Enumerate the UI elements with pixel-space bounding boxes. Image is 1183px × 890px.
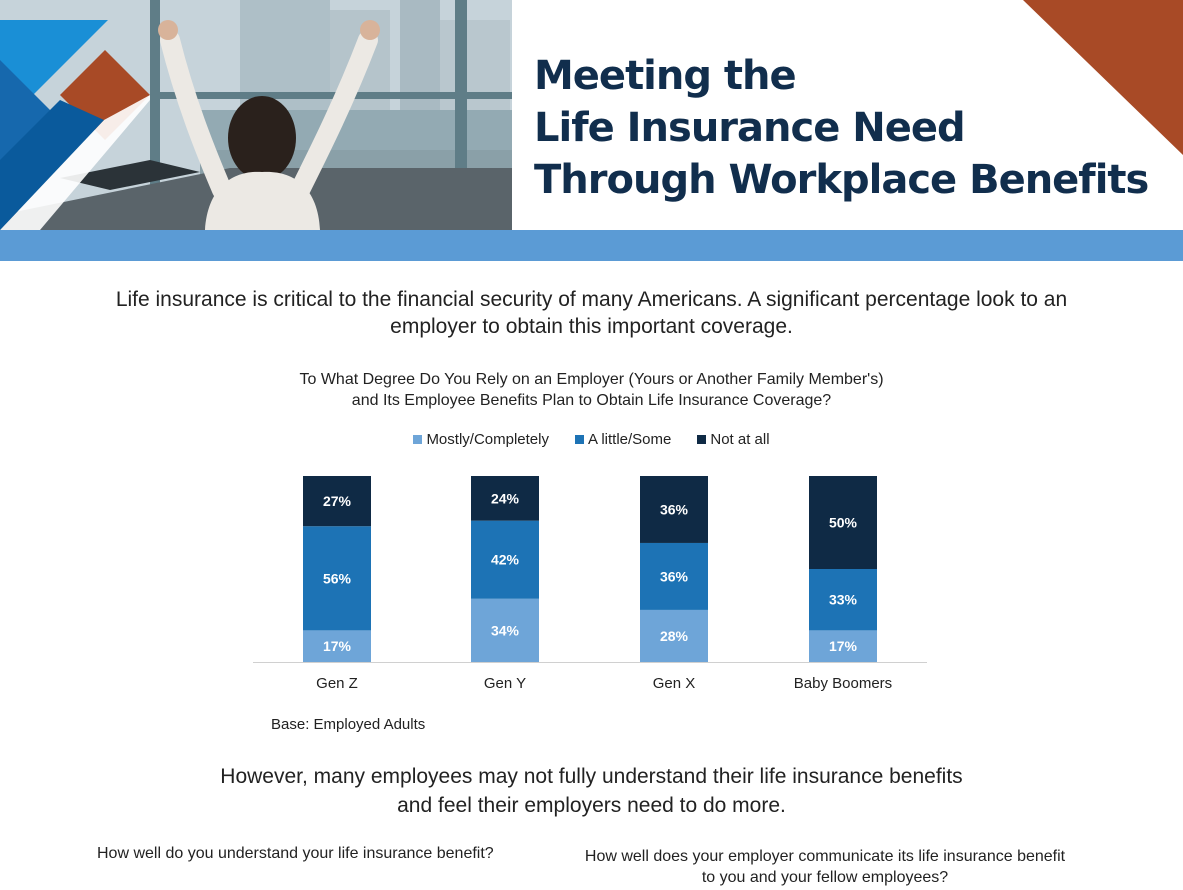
stacked-bar-chart (0, 460, 1183, 700)
question-communicate (560, 846, 1090, 888)
title-line-1: Meeting the (534, 53, 796, 99)
outro-paragraph (80, 762, 1103, 820)
chart-legend (300, 431, 883, 448)
legend-swatch-little (575, 435, 584, 444)
bar-data-label: 36% (659, 501, 689, 518)
chart-title-line-2: and Its Employee Benefits Plan to Obtain Life Insurance Coverage? (351, 392, 832, 409)
legend-item-little (575, 431, 671, 448)
question-understand: How well do you understand your life insurance benefit? (97, 845, 494, 862)
page-title (534, 50, 1148, 206)
hero-photo-illustration (0, 0, 512, 230)
title-line-2: Life Insurance Need (534, 105, 965, 151)
bar-data-label: 17% (828, 638, 858, 655)
x-tick-label: Gen Y (483, 675, 527, 692)
bar-data-label: 17% (322, 638, 352, 655)
header-banner (0, 0, 1183, 262)
x-tick-label: Baby Boomers (793, 675, 893, 692)
bar-data-label: 42% (490, 551, 520, 568)
x-tick-label: Gen X (652, 675, 696, 692)
legend-label-little: A little/Some (587, 431, 672, 448)
legend-swatch-none (697, 435, 706, 444)
intro-paragraph: Life insurance is critical to the financial security of many Americans. A significant percentage look to an employer to obtain this important coverage. (115, 288, 1068, 338)
legend-label-mostly: Mostly/Completely (426, 431, 549, 448)
bar-data-label: 28% (659, 627, 689, 644)
question-communicate-line-2: to you and your fellow employees? (701, 869, 949, 886)
bar-data-label: 34% (490, 622, 520, 639)
bar-data-label: 24% (490, 490, 520, 507)
legend-item-none (697, 431, 769, 448)
title-line-3: Through Workplace Benefits (534, 157, 1149, 203)
outro-line-1: However, many employees may not fully understand their life insurance benefits (220, 765, 963, 788)
x-tick-label: Gen Z (316, 675, 358, 692)
header-band (0, 230, 1183, 261)
bar-data-label: 33% (828, 591, 858, 608)
chart-title-line-1: To What Degree Do You Rely on an Employer (Yours or Another Family Member's) (299, 371, 884, 388)
legend-swatch-mostly (413, 435, 422, 444)
question-communicate-line-1: How well does your employer communicate its life insurance benefit (584, 848, 1066, 865)
hero-photo (0, 0, 512, 230)
chart-title (200, 369, 983, 411)
bar-data-label: 27% (322, 493, 352, 510)
bar-data-label: 50% (828, 514, 858, 531)
legend-item-mostly (413, 431, 549, 448)
chart-base-note: Base: Employed Adults (271, 716, 426, 733)
bar-data-label: 56% (322, 570, 352, 587)
outro-line-2: and feel their employers need to do more. (397, 794, 786, 817)
bar-data-label: 36% (659, 568, 689, 585)
legend-label-none: Not at all (710, 431, 770, 448)
